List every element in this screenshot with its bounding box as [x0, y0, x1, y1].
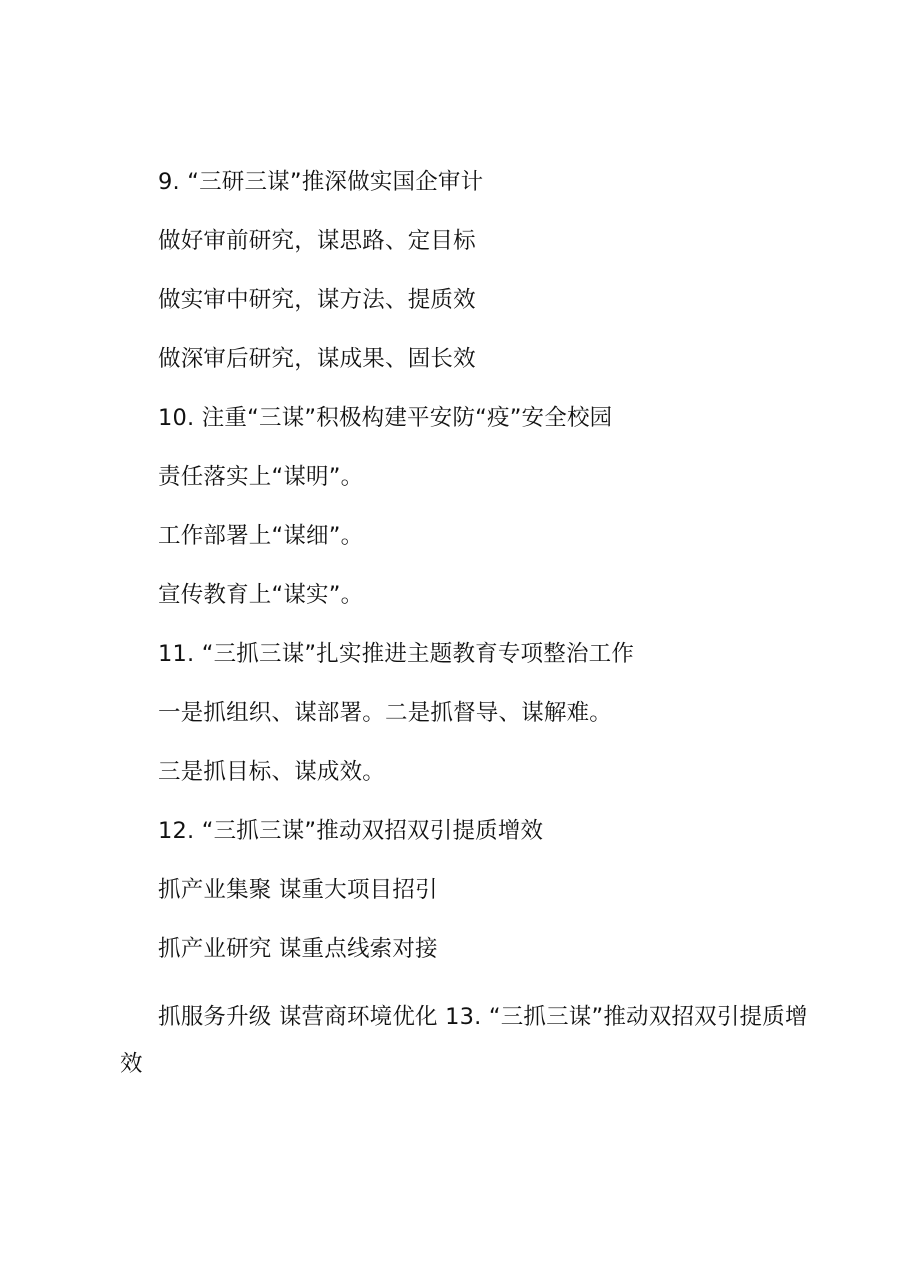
heading-item-10: 10. 注重“三谋”积极构建平安防“疫”安全校园	[158, 405, 613, 431]
heading-item-12: 12. “三抓三谋”推动双招双引提质增效	[158, 818, 544, 844]
paragraph-line: 做深审后研究，谋成果、固长效	[158, 346, 476, 372]
final-paragraph: 抓服务升级 谋营商环境优化 13. “三抓三谋”推动双招双引提质增效	[120, 1004, 808, 1077]
heading-item-9: 9. “三研三谋”推深做实国企审计	[158, 169, 484, 195]
paragraph-line: 抓产业集聚 谋重大项目招引	[158, 877, 438, 903]
paragraph-line: 责任落实上“谋明”。	[158, 464, 364, 490]
paragraph-line: 三是抓目标、谋成效。	[158, 759, 386, 785]
paragraph-line: 宣传教育上“谋实”。	[158, 582, 364, 608]
paragraph-line: 工作部署上“谋细”。	[158, 523, 364, 549]
paragraph-line: 抓产业研究 谋重点线索对接	[158, 936, 438, 962]
paragraph-line: 做好审前研究，谋思路、定目标	[158, 228, 476, 254]
heading-item-11: 11. “三抓三谋”扎实推进主题教育专项整治工作	[158, 641, 635, 667]
paragraph-line: 一是抓组织、谋部署。二是抓督导、谋解难。	[158, 700, 613, 726]
paragraph-line: 做实审中研究，谋方法、提质效	[158, 287, 476, 313]
